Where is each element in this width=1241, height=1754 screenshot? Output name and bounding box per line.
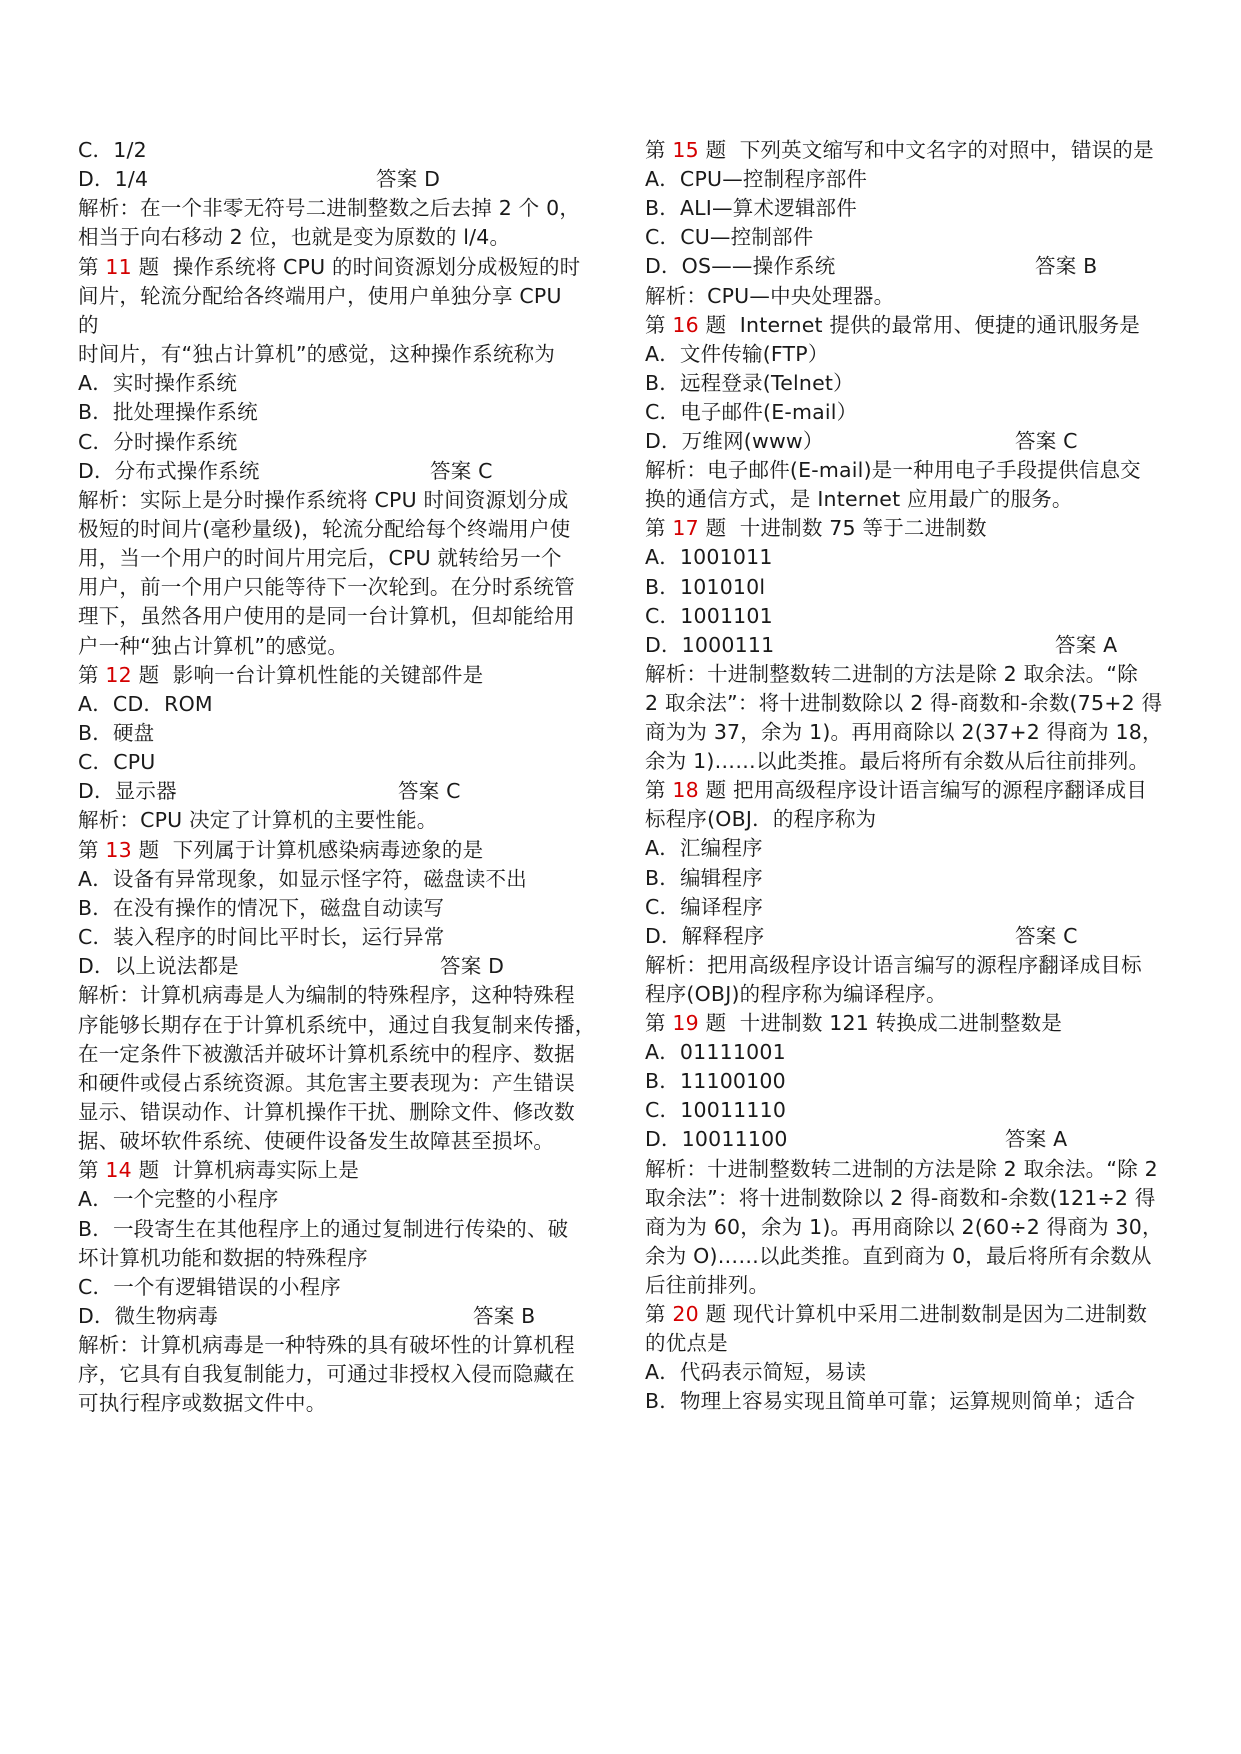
text-line [645, 250, 1205, 282]
question-heading [78, 251, 638, 283]
line-text: 解析：十进制整数转二进制的方法是除 2 取余法。“除 2 [645, 1156, 1158, 1181]
line-text: 商为为 60，余为 1)。再用商除以 2(60÷2 得商为 30， [645, 1214, 1163, 1239]
line-text: D．微生物病毒 [78, 1304, 219, 1328]
text-line [645, 1327, 1205, 1359]
text-line [78, 367, 638, 399]
line-text: 2 取余法”：将十进制数除以 2 得-商数和-余数(75+2 得 [645, 690, 1163, 715]
text-line [78, 1067, 638, 1099]
text-line [78, 804, 638, 836]
line-text: 坏计算机功能和数据的特殊程序 [78, 1245, 368, 1270]
line-text: 解析：计算机病毒是一种特殊的具有破坏性的计算机程 [78, 1333, 575, 1358]
line-text: 解析：CPU 决定了计算机的主要性能。 [78, 808, 438, 833]
line-text: 的 [78, 312, 99, 337]
text-line [78, 513, 638, 545]
text-line [78, 280, 638, 312]
line-text: 相当于向右移动 2 位，也就是变为原数的 l/4。 [78, 225, 511, 250]
question-number: 17 [672, 516, 699, 541]
text-line [78, 892, 638, 924]
question-heading [645, 1298, 1205, 1330]
text-line [645, 541, 1205, 573]
line-text: D．万维网(www） [645, 429, 824, 453]
text-line [78, 455, 638, 487]
answer-label: 答案 D [376, 167, 441, 192]
line-text: C．CPU [78, 750, 156, 775]
text-line [78, 921, 638, 953]
line-text: 用户，前一个用户只能等待下一次轮到。在分时系统管 [78, 575, 575, 600]
line-text: 和硬件或侵占系统资源。其危害主要表现为：产生错误 [78, 1070, 575, 1095]
text-line [78, 717, 638, 749]
question-number: 12 [105, 662, 132, 687]
line-text: D．1/4 [78, 167, 149, 192]
text-line [78, 484, 638, 516]
line-text: C．10011110 [645, 1098, 787, 1123]
question-number: 15 [672, 138, 699, 162]
line-text: 题 计算机病毒实际上是 [131, 1158, 360, 1183]
question-prefix: 第 [645, 312, 673, 337]
text-line [78, 1009, 638, 1041]
answer-label: 答案 C [1015, 429, 1078, 453]
answer-label: 答案 B [1035, 254, 1098, 279]
line-text: C．编译程序 [645, 894, 764, 919]
line-text: 解析：在一个非零无符号二进制整数之后去掉 2 个 0， [78, 196, 581, 221]
question-heading [78, 1154, 638, 1186]
line-text: 可执行程序或数据文件中。 [78, 1391, 327, 1416]
line-text: B．一段寄生在其他程序上的通过复制进行传染的、破 [78, 1216, 569, 1241]
text-line [78, 979, 638, 1011]
line-text: 题 把用高级程序设计语言编写的源程序翻译成目 [698, 778, 1148, 803]
text-line [78, 426, 638, 458]
line-text: 的优点是 [645, 1331, 728, 1356]
question-heading [645, 309, 1205, 341]
question-prefix: 第 [645, 778, 673, 803]
text-line [645, 483, 1205, 515]
text-line [78, 1271, 638, 1303]
text-line [645, 1240, 1205, 1272]
text-line [645, 396, 1205, 428]
text-line [78, 688, 638, 720]
line-text: 商为为 37，余为 1)。再用商除以 2(37+2 得商为 18， [645, 720, 1163, 744]
text-line [78, 1387, 638, 1419]
line-text: B．101010l [645, 574, 766, 599]
text-line [78, 163, 638, 195]
question-number: 16 [672, 312, 699, 337]
line-text: A．CPU—控制程序部件 [645, 167, 868, 192]
text-line [645, 1065, 1205, 1097]
text-line [645, 367, 1205, 399]
line-text: A．实时操作系统 [78, 371, 238, 396]
line-text: 解析：电子邮件(E-mail)是一种用电子手段提供信息交 [645, 458, 1141, 483]
question-heading [78, 834, 638, 866]
question-heading [645, 774, 1205, 806]
line-text: 余为 1)……以此类推。最后将所有余数从后往前排列。 [645, 749, 1150, 774]
text-line [645, 1094, 1205, 1126]
line-text: C．一个有逻辑错误的小程序 [78, 1274, 341, 1299]
question-number: 18 [672, 778, 699, 803]
text-line [645, 600, 1205, 632]
line-text: A．一个完整的小程序 [78, 1187, 279, 1212]
text-line [645, 803, 1205, 835]
question-heading [645, 1007, 1205, 1039]
line-text: 间片，轮流分配给各终端用户，使用户单独分享 CPU [78, 283, 562, 308]
question-prefix: 第 [78, 837, 106, 862]
line-text: 题 下列英文缩写和中文名字的对照中，错误的是 [698, 138, 1154, 162]
line-text: A．1001011 [645, 545, 773, 570]
question-number: 13 [105, 837, 132, 862]
text-line [78, 1183, 638, 1215]
text-line [645, 192, 1205, 224]
line-text: D．分布式操作系统 [78, 458, 260, 483]
line-text: 题 操作系统将 CPU 的时间资源划分成极短的时 [131, 254, 581, 279]
text-line [78, 1213, 638, 1245]
text-line [645, 1153, 1205, 1185]
line-text: 解析：CPU—中央处理器。 [645, 283, 895, 308]
text-line [645, 862, 1205, 894]
text-line [78, 1329, 638, 1361]
line-text: D．10011100 [645, 1127, 788, 1152]
text-line [645, 454, 1205, 486]
line-text: C．1001101 [645, 603, 773, 628]
line-text: 序能够长期存在于计算机系统中，通过自我复制来传播， [78, 1012, 596, 1037]
text-line [645, 687, 1205, 719]
line-text: 理下，虽然各用户使用的是同一台计算机，但却能给用 [78, 604, 575, 629]
line-text: 余为 O)……以此类推。直到商为 0，最后将所有余数从 [645, 1243, 1152, 1268]
line-text: 户一种“独占计算机”的感觉。 [78, 633, 349, 658]
text-line [645, 1182, 1205, 1214]
question-prefix: 第 [645, 138, 673, 162]
line-text: 解析：实际上是分时操作系统将 CPU 时间资源划分成 [78, 487, 569, 512]
text-line [78, 600, 638, 632]
line-text: 程序(OBJ)的程序称为编译程序。 [645, 981, 947, 1006]
line-text: 题 下列属于计算机感染病毒迹象的是 [131, 837, 484, 862]
line-text: 题 现代计算机中采用二进制数制是因为二进制数 [698, 1302, 1148, 1326]
question-prefix: 第 [645, 1302, 673, 1326]
text-line [78, 1242, 638, 1274]
line-text: A．设备有异常现象，如显示怪字符，磁盘读不出 [78, 866, 527, 891]
question-number: 20 [672, 1302, 699, 1326]
line-text: B．在没有操作的情况下，磁盘自动读写 [78, 895, 445, 920]
text-line [78, 221, 638, 253]
text-line [78, 950, 638, 982]
text-line [78, 863, 638, 895]
question-number: 14 [105, 1158, 132, 1183]
line-text: A．01111001 [645, 1040, 786, 1065]
line-text: B．远程登录(Telnet） [645, 370, 854, 395]
text-line [645, 280, 1205, 312]
line-text: D．OS——操作系统 [645, 254, 836, 279]
line-text: 在一定条件下被激活并破坏计算机系统中的程序、数据 [78, 1041, 575, 1066]
answer-label: 答案 A [1005, 1127, 1068, 1152]
text-line [78, 134, 638, 166]
line-text: A．汇编程序 [645, 836, 763, 861]
line-text: 据、破坏软件系统、使硬件设备发生故障甚至损坏。 [78, 1129, 555, 1154]
text-line [78, 571, 638, 603]
line-text: D．解释程序 [645, 923, 765, 948]
question-number: 11 [105, 254, 132, 279]
text-line [645, 716, 1205, 748]
text-line [645, 745, 1205, 777]
line-text: 后往前排列。 [645, 1272, 770, 1297]
line-text: B．硬盘 [78, 721, 155, 745]
question-heading [645, 512, 1205, 544]
text-line [645, 949, 1205, 981]
text-line [78, 746, 638, 778]
question-heading [78, 659, 638, 691]
text-line [645, 221, 1205, 253]
line-text: 解析：计算机病毒是人为编制的特殊程序，这种特殊程 [78, 983, 575, 1008]
line-text: 极短的时间片(毫秒量级)，轮流分配给每个终端用户使 [78, 516, 571, 541]
text-line [645, 920, 1205, 952]
question-prefix: 第 [78, 254, 106, 279]
text-line [78, 309, 638, 341]
text-line [645, 1356, 1205, 1388]
text-line [78, 1038, 638, 1070]
line-text: B．物理上容易实现且简单可靠；运算规则简单；适合 [645, 1389, 1136, 1414]
line-text: 解析：把用高级程序设计语言编写的源程序翻译成目标 [645, 952, 1142, 977]
line-text: D．以上说法都是 [78, 954, 239, 979]
question-prefix: 第 [645, 1011, 673, 1035]
text-line [78, 1358, 638, 1390]
text-line [645, 163, 1205, 195]
answer-label: 答案 A [1055, 632, 1118, 657]
line-text: D．1000111 [645, 632, 775, 657]
line-text: C．电子邮件(E-mail） [645, 399, 858, 424]
line-text: B．ALI—算术逻辑部件 [645, 196, 857, 221]
line-text: 解析：十进制整数转二进制的方法是除 2 取余法。“除 [645, 661, 1138, 686]
text-line [78, 630, 638, 662]
answer-label: 答案 C [398, 779, 461, 804]
line-text: B．编辑程序 [645, 865, 763, 890]
text-line [78, 1300, 638, 1332]
text-line [645, 338, 1205, 370]
line-text: C．装入程序的时间比平时长，运行异常 [78, 925, 445, 950]
line-text: B．11100100 [645, 1069, 786, 1094]
question-prefix: 第 [645, 516, 673, 541]
question-number: 19 [672, 1011, 699, 1035]
answer-label: 答案 D [440, 954, 505, 979]
text-line [645, 571, 1205, 603]
text-line [645, 425, 1205, 457]
text-line [645, 658, 1205, 690]
line-text: 题 十进制数 121 转换成二进制整数是 [698, 1011, 1063, 1035]
line-text: A．CD．ROM [78, 691, 213, 716]
line-text: 题 影响一台计算机性能的关键部件是 [131, 662, 484, 687]
text-line [78, 338, 638, 370]
text-line [645, 978, 1205, 1010]
answer-label: 答案 B [473, 1304, 536, 1328]
line-text: A．代码表示简短，易读 [645, 1360, 867, 1385]
line-text: C．CU—控制部件 [645, 225, 814, 250]
line-text: B．批处理操作系统 [78, 400, 258, 425]
question-heading [645, 134, 1205, 166]
text-line [645, 1269, 1205, 1301]
line-text: 题 Internet 提供的最常用、便捷的通讯服务是 [698, 312, 1140, 337]
line-text: C．分时操作系统 [78, 429, 238, 454]
line-text: A．文件传输(FTP） [645, 341, 829, 366]
line-text: 换的通信方式，是 Internet 应用最广的服务。 [645, 487, 1073, 512]
text-line [78, 775, 638, 807]
line-text: 用，当一个用户的时间片用完后，CPU 就转给另一个 [78, 546, 562, 571]
line-text: D．显示器 [78, 779, 177, 804]
line-text: 取余法”：将十进制数除以 2 得-商数和-余数(121÷2 得 [645, 1185, 1156, 1210]
text-line [645, 629, 1205, 661]
text-line [78, 1096, 638, 1128]
text-line [645, 832, 1205, 864]
line-text: 时间片，有“独占计算机”的感觉，这种操作系统称为 [78, 342, 556, 367]
line-text: 标程序(OBJ．的程序称为 [645, 807, 877, 832]
text-line [78, 396, 638, 428]
answer-label: 答案 C [1015, 923, 1078, 948]
answer-label: 答案 C [430, 458, 493, 483]
line-text: C．1/2 [78, 138, 147, 162]
line-text: 序，它具有自我复制能力，可通过非授权入侵而隐藏在 [78, 1362, 575, 1387]
text-line [78, 542, 638, 574]
text-line [645, 1036, 1205, 1068]
question-prefix: 第 [78, 662, 106, 687]
text-line [78, 192, 638, 224]
text-line [645, 891, 1205, 923]
text-line [78, 1125, 638, 1157]
text-line [645, 1385, 1205, 1417]
text-line [645, 1123, 1205, 1155]
text-line [645, 1211, 1205, 1243]
question-prefix: 第 [78, 1158, 106, 1183]
line-text: 题 十进制数 75 等于二进制数 [698, 516, 987, 541]
line-text: 显示、错误动作、计算机操作干扰、删除文件、修改数 [78, 1099, 575, 1124]
